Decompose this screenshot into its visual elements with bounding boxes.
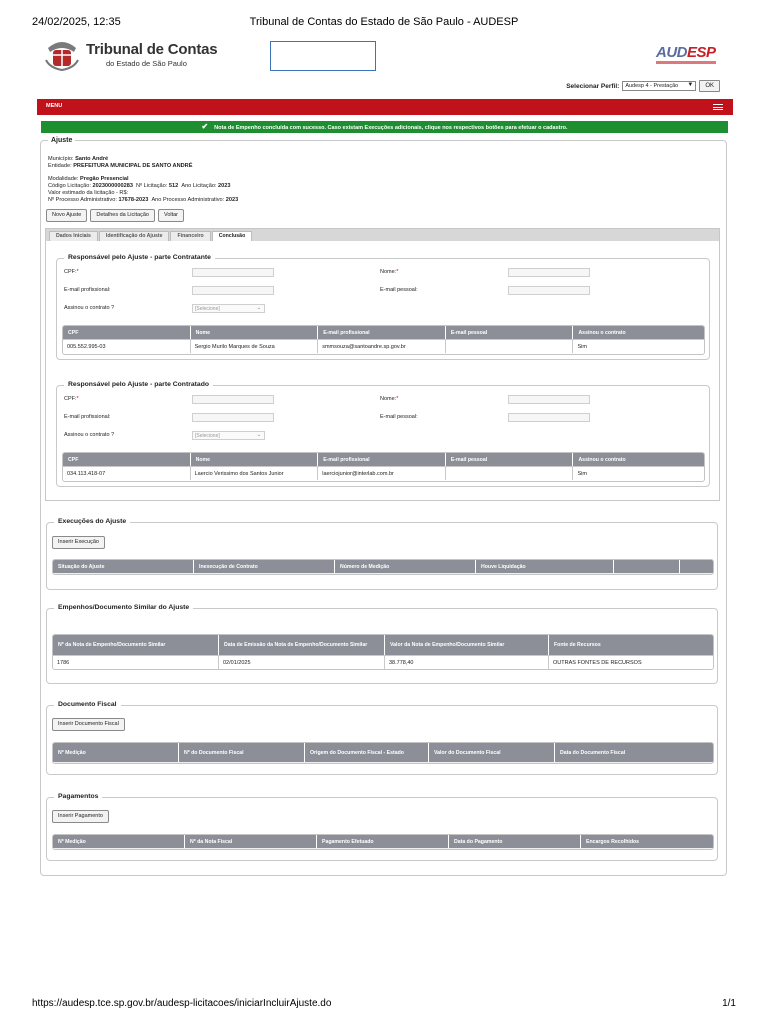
menu-bar: [37, 99, 733, 115]
email-pess-input[interactable]: [508, 286, 590, 295]
modalidade-label: Modalidade:: [48, 176, 79, 182]
col-header: [614, 560, 680, 573]
col-header: E-mail pessoal: [446, 326, 574, 339]
col-header: Número de Medição: [335, 560, 476, 573]
col-header: Encargos Recolhidos: [586, 838, 640, 845]
col-header: Pagamento Efetuado: [317, 835, 449, 848]
col-header: Assinou o contrato: [578, 329, 626, 336]
print-date: 24/02/2025, 12:35: [32, 16, 121, 28]
col-header: Nº da Nota de Empenho/Documento Similar: [53, 635, 219, 655]
tabs-bar: [46, 229, 719, 241]
inserir-documento-fiscal-button[interactable]: Inserir Documento Fiscal: [52, 718, 125, 731]
ano-lic-value: 2023: [218, 183, 231, 189]
municipio-value: Santo André: [75, 156, 109, 162]
tabs-panel: [45, 228, 720, 501]
grid-header: [63, 326, 704, 339]
email-pess-input[interactable]: [508, 413, 590, 422]
success-message: [41, 121, 728, 133]
col-header: Origem do Documento Fiscal - Estado: [305, 743, 429, 762]
col-header: Nº Medição: [53, 835, 185, 848]
email-prof-label: E-mail profissional:: [64, 287, 111, 293]
col-header: Nº do Documento Fiscal: [179, 743, 305, 762]
pagamentos-grid: [52, 834, 714, 850]
menu-label[interactable]: MENU: [46, 103, 63, 109]
cell-cpf: 034.113.418-07: [63, 466, 191, 480]
cell-assinou: Sim: [573, 339, 704, 353]
documento-fiscal-legend: Documento Fiscal: [54, 701, 121, 708]
contratante-fieldset: [56, 254, 710, 360]
cpf-input[interactable]: [192, 395, 274, 404]
col-header: E-mail profissional: [318, 326, 446, 339]
print-title: Tribunal de Contas do Estado de São Paulo - AUDESP: [249, 16, 519, 28]
email-pess-label: E-mail pessoal:: [380, 287, 418, 293]
col-header: CPF: [63, 326, 191, 339]
tab-dados-iniciais[interactable]: Dados Iniciais: [49, 231, 98, 241]
ano-lic-label: Ano Licitação:: [181, 183, 217, 189]
assinou-select-value: [Selecione]: [195, 433, 220, 439]
blank-frame: [270, 41, 376, 71]
entidade-value: PREFEITURA MUNICIPAL DE SANTO ANDRÉ: [73, 163, 193, 169]
grid-header: [53, 560, 713, 573]
num-lic-label: Nº Licitação:: [136, 183, 168, 189]
audesp-logo[interactable]: [656, 44, 720, 68]
logo-subtitle: do Estado de São Paulo: [106, 59, 187, 68]
nome-label-text: Nome:: [380, 396, 397, 402]
assinou-select[interactable]: [192, 431, 265, 440]
profile-label: Selecionar Perfil:: [566, 82, 620, 90]
ajuste-title: Ajuste: [48, 137, 75, 144]
audesp-tagline: [656, 61, 716, 64]
documento-fiscal-section: [46, 701, 718, 775]
cpf-label: CPF:*: [64, 269, 79, 275]
grid-header: [53, 635, 713, 655]
logo-title: Tribunal de Contas: [86, 41, 218, 58]
cell-nota-empenho: 1786: [53, 655, 219, 669]
ok-button[interactable]: OK: [699, 80, 720, 92]
email-prof-input[interactable]: [192, 413, 274, 422]
cpf-label-text: CPF:: [64, 396, 77, 402]
nome-label: Nome:*: [380, 396, 399, 402]
audesp-logo-part1: AUD: [656, 44, 687, 61]
chevron-down-icon: ⌄: [256, 432, 261, 438]
col-header: Data do Documento Fiscal: [560, 749, 626, 756]
cpf-label-text: CPF:: [64, 269, 77, 275]
proc-value: 17678-2023: [118, 197, 149, 203]
col-header: Situação do Ajuste: [53, 560, 194, 573]
nome-input[interactable]: [508, 268, 590, 277]
table-row[interactable]: [63, 466, 704, 480]
col-header: Nome: [191, 326, 319, 339]
nome-label-text: Nome:: [380, 269, 397, 275]
contratante-legend: Responsável pelo Ajuste - parte Contratante: [64, 254, 215, 261]
grid-header: [63, 453, 704, 466]
documento-fiscal-grid: [52, 742, 714, 764]
execucoes-legend: Execuções do Ajuste: [54, 518, 130, 525]
empenhos-section: [46, 604, 718, 684]
codigo-label: Código Licitação:: [48, 183, 91, 189]
ajuste-actions: [46, 209, 184, 222]
print-footer: [32, 998, 736, 1012]
col-header: CPF: [63, 453, 191, 466]
assinou-label: Assinou o contrato ?: [64, 432, 115, 438]
contratante-grid: [62, 325, 705, 355]
tab-identificacao[interactable]: Identificação do Ajuste: [99, 231, 170, 241]
col-header: Nº da Nota Fiscal: [185, 835, 317, 848]
assinou-select[interactable]: [192, 304, 265, 313]
hamburger-icon[interactable]: [713, 104, 723, 110]
cell-nome: Laercio Verissimo dos Santos Junior: [191, 466, 319, 480]
email-pess-label: E-mail pessoal:: [380, 414, 418, 420]
cell-cpf: 005.552.995-03: [63, 339, 191, 353]
grid-header: [53, 835, 713, 848]
col-header: Valor da Nota de Empenho/Documento Similar: [385, 635, 549, 655]
cell-email-prof: smmsouza@santoandre.sp.gov.br: [318, 339, 446, 353]
cell-fonte: OUTRAS FONTES DE RECURSOS: [549, 655, 713, 669]
inserir-pagamento-button[interactable]: Inserir Pagamento: [52, 810, 109, 823]
col-header: Inexecução de Contrato: [194, 560, 335, 573]
success-text: Nota de Empenho concluída com sucesso. Caso existam Execuções adicionais, clique nos respectivos botões para efetuar o cadastro.: [214, 125, 568, 131]
col-header: Data do Pagamento: [449, 835, 581, 848]
nome-input[interactable]: [508, 395, 590, 404]
modalidade-value: Pregão Presencial: [80, 176, 129, 182]
cell-valor: 38.778,40: [385, 655, 549, 669]
col-header: E-mail pessoal: [446, 453, 574, 466]
print-pages: 1/1: [722, 998, 736, 1009]
detalhes-licitacao-button[interactable]: Detalhes da Licitação: [90, 209, 155, 222]
email-prof-label: E-mail profissional:: [64, 414, 111, 420]
empenhos-grid: [52, 634, 714, 670]
contratado-grid: [62, 452, 705, 482]
cell-data-emissao: 02/01/2025: [219, 655, 385, 669]
contratado-fieldset: [56, 381, 710, 487]
ano-proc-label: Ano Processo Administrativo:: [151, 197, 225, 203]
profile-select[interactable]: [622, 81, 696, 91]
col-header: Valor do Documento Fiscal: [429, 743, 555, 762]
num-lic-value: 512: [168, 183, 179, 189]
cell-email-pess: [446, 339, 574, 353]
novo-ajuste-button[interactable]: Novo Ajuste: [46, 209, 87, 222]
col-header: Data de Emissão da Nota de Empenho/Documento Similar: [219, 635, 385, 655]
codigo-value: 2023000000283: [92, 183, 133, 189]
cell-email-prof: laerciojunior@interlab.com.br: [318, 466, 446, 480]
tab-conclusao[interactable]: Conclusão: [212, 231, 253, 241]
voltar-button[interactable]: Voltar: [158, 209, 184, 222]
contratado-legend: Responsável pelo Ajuste - parte Contratado: [64, 381, 213, 388]
ano-proc-value: 2023: [225, 197, 239, 203]
tce-logo[interactable]: [44, 38, 244, 74]
audesp-logo-part2: ESP: [687, 44, 716, 61]
execucoes-grid: [52, 559, 714, 575]
crest-icon: [44, 38, 80, 72]
profile-value: Audesp 4 - Prestação: [625, 83, 679, 89]
cell-email-pess: [446, 466, 574, 480]
entidade-label: Entidade:: [48, 163, 72, 169]
check-icon: ✔: [201, 122, 209, 131]
cpf-input[interactable]: [192, 268, 274, 277]
print-url: https://audesp.tce.sp.gov.br/audesp-licitacoes/iniciarIncluirAjuste.do: [32, 998, 332, 1009]
assinou-select-value: [Selecione]: [195, 306, 220, 312]
col-header: Fonte de Recursos: [554, 642, 601, 648]
municipio-label: Município:: [48, 156, 74, 162]
cpf-label: CPF:*: [64, 396, 79, 402]
pagamentos-legend: Pagamentos: [54, 793, 102, 800]
print-header: [32, 16, 736, 32]
assinou-label: Assinou o contrato ?: [64, 305, 115, 311]
col-header: Nome: [191, 453, 319, 466]
tab-financeiro[interactable]: Financeiro: [170, 231, 210, 241]
empenhos-legend: Empenhos/Documento Similar do Ajuste: [54, 604, 193, 611]
inserir-execucao-button[interactable]: Inserir Execução: [52, 536, 105, 549]
ajuste-info: [48, 156, 238, 204]
nome-label: Nome:*: [380, 269, 399, 275]
col-header: Nº Medição: [53, 743, 179, 762]
col-header: Houve Liquidação: [476, 560, 614, 573]
table-row[interactable]: [53, 655, 713, 669]
email-prof-input[interactable]: [192, 286, 274, 295]
execucoes-section: [46, 518, 718, 590]
chevron-down-icon: ⌄: [256, 305, 261, 311]
grid-header: [53, 743, 713, 762]
pagamentos-section: [46, 793, 718, 861]
cell-nome: Sergio Murilo Marques de Souza: [191, 339, 319, 353]
col-header: [680, 560, 713, 573]
col-header: E-mail profissional: [318, 453, 446, 466]
chevron-down-icon: ▼: [687, 82, 694, 88]
cell-assinou: Sim: [573, 466, 704, 480]
table-row[interactable]: [63, 339, 704, 353]
profile-selector: [566, 80, 720, 92]
valor-label: Valor estimado da licitação - R$:: [48, 190, 129, 196]
proc-label: Nº Processo Administrativo:: [48, 197, 117, 203]
col-header: Assinou o contrato: [578, 456, 626, 463]
